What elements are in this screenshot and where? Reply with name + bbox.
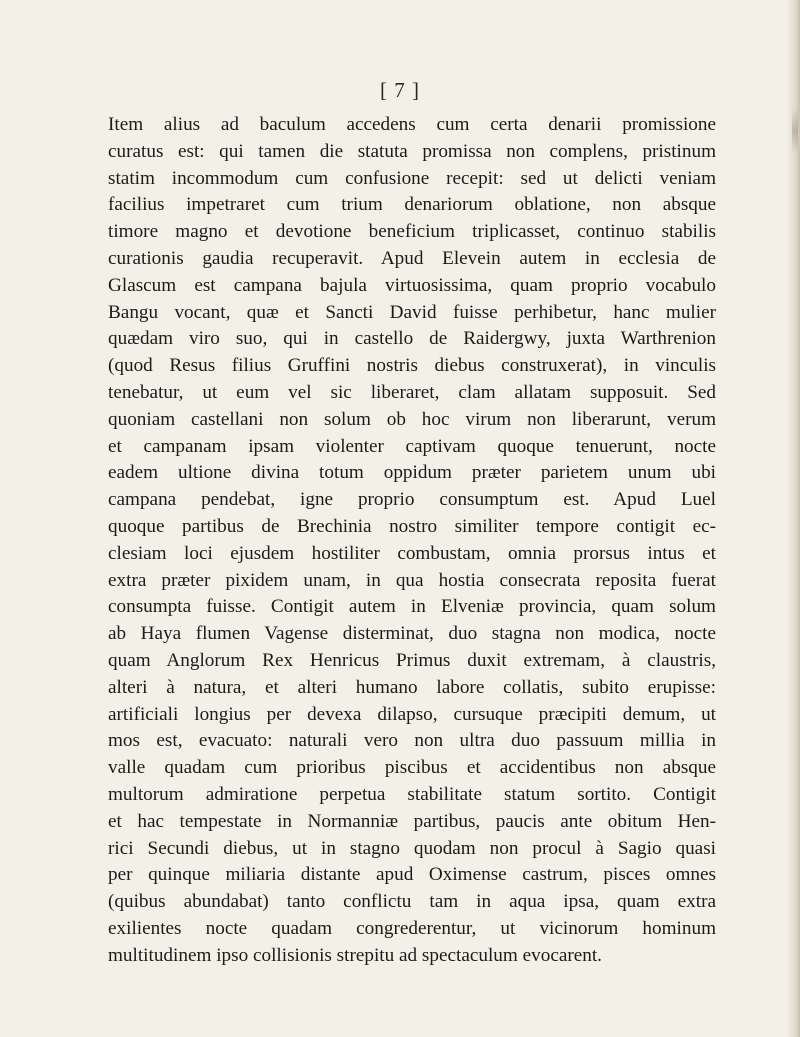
text-line: Glascum est campana bajula virtuosissima, quam proprio vocabulo <box>108 274 716 296</box>
text-line: curatus est: qui tamen die statuta promissa non complens, pristinum <box>108 140 716 162</box>
text-line: tenebatur, ut eum vel sic liberaret, clam allatam supposuit. Sed <box>108 381 716 403</box>
page-edge-mark <box>792 108 798 154</box>
text-line: clesiam loci ejusdem hostiliter combustam, omnia prorsus intus et <box>108 542 716 564</box>
text-line: et campanam ipsam violenter captivam quoque tenuerunt, nocte <box>108 435 716 457</box>
text-line: quoniam castellani non solum ob hoc virum non liberarunt, verum <box>108 408 716 430</box>
text-line: (quibus abundabat) tanto conflictu tam in aqua ipsa, quam extra <box>108 891 716 913</box>
page-edge-shadow <box>786 0 800 1037</box>
text-line: consumpta fuisse. Contigit autem in Elveniæ provincia, quam solum <box>108 596 716 618</box>
text-line: Bangu vocant, quæ et Sancti David fuisse perhibetur, hanc mulier <box>108 301 716 323</box>
text-line: alteri à natura, et alteri humano labore collatis, subito erupisse: <box>108 676 716 698</box>
text-line: curationis gaudia recuperavit. Apud Elevein autem in ecclesia de <box>108 247 716 269</box>
text-line: timore magno et devotione beneficium triplicasset, continuo stabilis <box>108 221 716 243</box>
text-line: multorum admiratione perpetua stabilitate statum sortito. Contigit <box>108 783 716 805</box>
text-line: extra præter pixidem unam, in qua hostia consecrata reposita fuerat <box>108 569 716 591</box>
text-line: Item alius ad baculum accedens cum certa denarii promissione <box>108 114 716 135</box>
text-line: campana pendebat, igne proprio consumptum est. Apud Luel <box>108 489 716 511</box>
text-line: exilientes nocte quadam congrederentur, ut vicinorum hominum <box>108 917 716 939</box>
body-text <box>108 112 716 970</box>
text-line: valle quadam cum prioribus piscibus et accidentibus non absque <box>108 757 716 779</box>
text-line: eadem ultione divina totum oppidum præter parietem unum ubi <box>108 462 716 484</box>
text-line: statim incommodum cum confusione recepit: sed ut delicti veniam <box>108 167 716 189</box>
text-line: rici Secundi diebus, ut in stagno quodam non procul à Sagio quasi <box>108 837 716 859</box>
text-line: (quod Resus filius Gruffini nostris diebus construxerat), in vinculis <box>108 355 716 377</box>
text-line: artificiali longius per devexa dilapso, cursuque præcipiti demum, ut <box>108 703 716 725</box>
text-line-last: multitudinem ipso collisionis strepitu ad spectaculum evocarent. <box>108 944 602 966</box>
text-line: quædam viro suo, qui in castello de Raidergwy, juxta Warthrenion <box>108 328 716 350</box>
text-line: quam Anglorum Rex Henricus Primus duxit extremam, à claustris, <box>108 649 716 671</box>
text-line: mos est, evacuato: naturali vero non ultra duo passuum millia in <box>108 730 716 752</box>
page-number: [ 7 ] <box>380 78 420 102</box>
text-line: per quinque miliaria distante apud Oximense castrum, pisces omnes <box>108 864 716 886</box>
text-line: et hac tempestate in Normanniæ partibus, paucis ante obitum Hen- <box>108 810 716 832</box>
text-line: facilius impetraret cum trium denariorum oblatione, non absque <box>108 194 716 216</box>
text-line: ab Haya flumen Vagense disterminat, duo stagna non modica, nocte <box>108 623 716 645</box>
text-line: quoque partibus de Brechinia nostro similiter tempore contigit ec- <box>108 515 716 537</box>
